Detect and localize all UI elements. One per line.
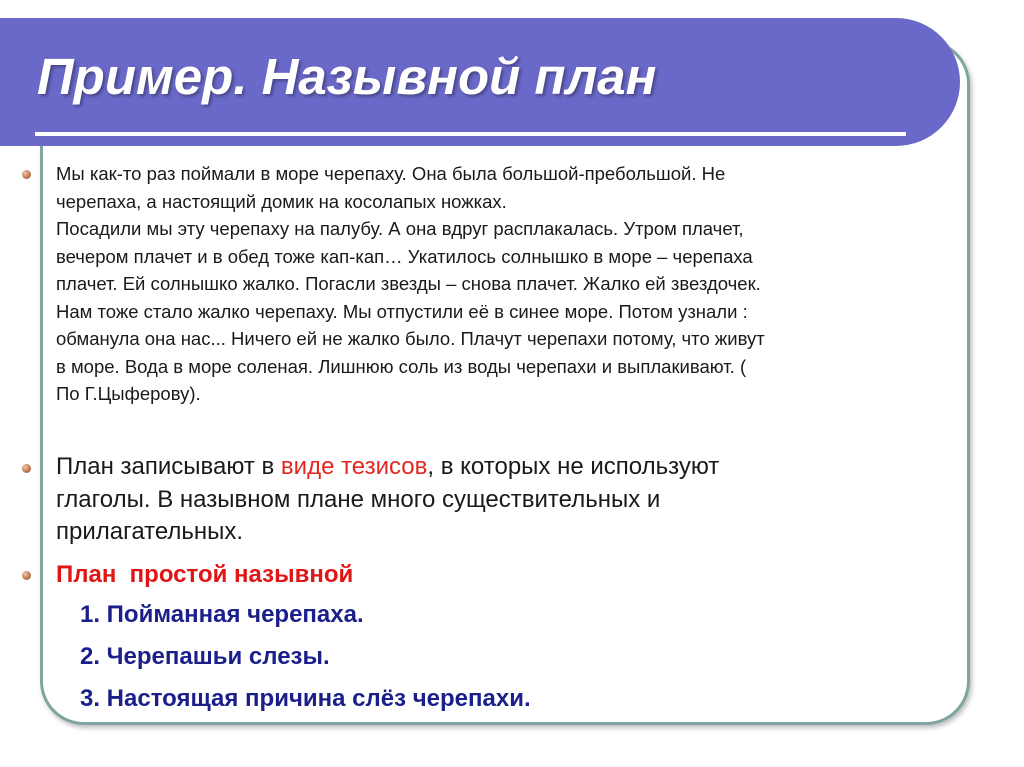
thesis-text: План записывают в — [56, 453, 281, 480]
slide-title: Пример. Назывной план — [37, 48, 657, 105]
thesis-paragraph — [56, 451, 956, 549]
thesis-line: глаголы. В назывном плане много существительных и — [56, 485, 661, 513]
thesis-line: прилагательных. — [56, 518, 244, 545]
bullet-dot-icon — [22, 464, 31, 473]
title-underline — [35, 132, 906, 136]
story-line: По Г.Цыферову). — [56, 383, 201, 404]
story-line: вечером плачет и в обед тоже кап-кап… Укатилось солнышко в море – черепаха — [56, 245, 753, 267]
story-line: Посадили мы эту черепаху на палубу. А она вдруг расплакалась. Утром плачет, — [56, 218, 744, 239]
plan-item: 2. Черепашьи слезы. — [80, 643, 330, 670]
bullet-dot-icon — [22, 571, 31, 580]
thesis-text: , в которых не используют — [427, 453, 720, 480]
story-line: обманула она нас... Ничего ей не жалко было. Плачут черепахи потому, что живут — [56, 328, 765, 349]
plan-item: 1. Пойманная черепаха. — [80, 601, 364, 628]
story-line: Мы как-то раз поймали в море черепаху. Она была большой-пребольшой. Не — [56, 163, 726, 184]
story-line: в море. Вода в море соленая. Лишнюю соль из воды черепахи и выплакивают. ( — [56, 355, 747, 377]
plan-heading: План простой назывной — [56, 561, 354, 588]
story-line: черепаха, а настоящий домик на косолапых ножках. — [56, 190, 507, 212]
plan-item: 3. Настоящая причина слёз черепахи. — [80, 685, 531, 712]
story-line: плачет. Ей солнышко жалко. Погасли звезды – снова плачет. Жалко ей звездочек. — [56, 273, 761, 294]
bullet-dot-icon — [22, 170, 31, 179]
thesis-line — [56, 451, 956, 484]
thesis-highlight: виде тезисов — [280, 453, 428, 480]
story-line: Нам тоже стало жалко черепаху. Мы отпустили её в синее море. Потом узнали : — [56, 300, 748, 322]
story-text — [56, 160, 956, 408]
